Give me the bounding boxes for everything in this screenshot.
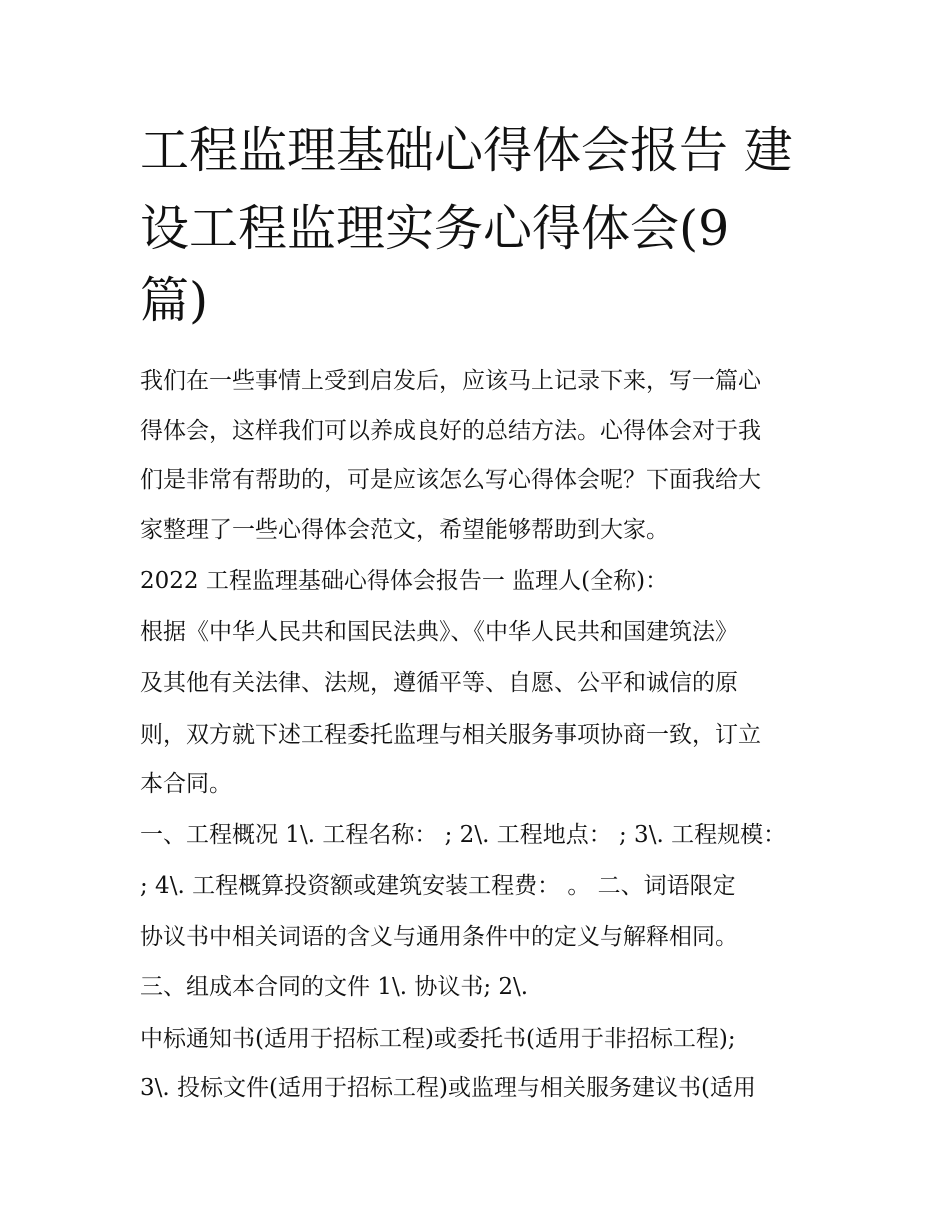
- body-text-line: 一、工程概况 1\. 工程名称： ; 2\. 工程地点： ; 3\. 工程规模：: [140, 822, 787, 848]
- body-text-line: ; 4\. 工程概算投资额或建筑安装工程费： 。 二、词语限定: [140, 873, 736, 899]
- body-text-line: 我们在一些事情上受到启发后，应该马上记录下来，写一篇心: [140, 368, 761, 394]
- body-text-line: 及其他有关法律、法规，遵循平等、自愿、公平和诚信的原: [140, 670, 738, 696]
- body-text-line: 得体会，这样我们可以养成良好的总结方法。心得体会对于我: [140, 418, 761, 444]
- document-title-line-3: 篇): [140, 272, 209, 329]
- document-title-line-2: 设工程监理实务心得体会(9: [140, 200, 730, 257]
- body-text-line: 中标通知书(适用于招标工程)或委托书(适用于非招标工程);: [140, 1026, 736, 1052]
- section-heading-line: 2022 工程监理基础心得体会报告一 监理人(全称)：: [140, 568, 669, 594]
- body-text-line: 根据《中华人民共和国民法典》、《中华人民共和国建筑法》: [140, 619, 738, 645]
- body-text-line: 家整理了一些心得体会范文，希望能够帮助到大家。: [140, 517, 669, 543]
- body-text-line: 们是非常有帮助的，可是应该怎么写心得体会呢？下面我给大: [140, 467, 761, 493]
- body-text-line: 3\. 投标文件(适用于招标工程)或监理与相关服务建议书(适用: [140, 1075, 756, 1101]
- body-text-line: 三、组成本合同的文件 1\. 协议书; 2\.: [140, 974, 529, 1000]
- document-title-line-1: 工程监理基础心得体会报告 建: [140, 122, 793, 179]
- body-text-line: 协议书中相关词语的含义与通用条件中的定义与解释相同。: [140, 924, 738, 950]
- body-text-line: 则，双方就下述工程委托监理与相关服务事项协商一致，订立: [140, 722, 761, 748]
- body-text-line: 本合同。: [140, 771, 232, 797]
